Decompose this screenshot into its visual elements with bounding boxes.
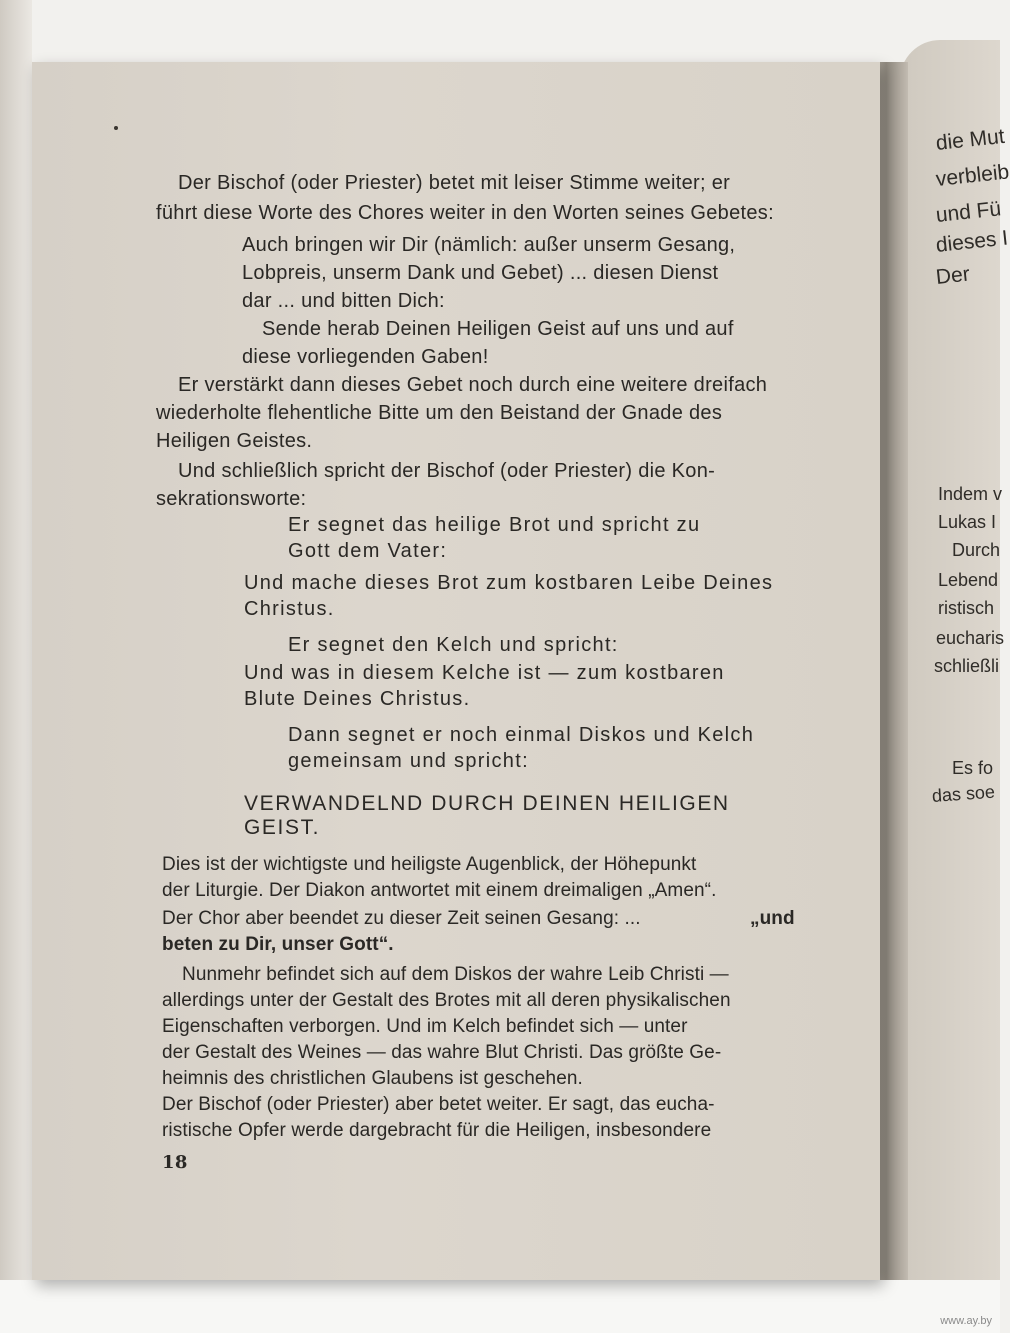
text-line: wiederholte flehentliche Bitte um den Beistand der Gnade des — [156, 402, 723, 424]
facing-line: das soe — [931, 781, 996, 806]
text-line: Er verstärkt dann dieses Gebet noch durch eine weitere dreifach — [178, 374, 768, 396]
text-line: Der Bischof (oder Priester) aber betet weiter. Er sagt, das eucha- — [162, 1094, 715, 1115]
facing-line: Lebend — [938, 570, 999, 590]
text-line: Und schließlich spricht der Bischof (oder Priester) die Kon- — [178, 460, 716, 482]
background-left — [0, 0, 32, 1333]
facing-line: Durch — [952, 540, 1001, 560]
text-line: Der Chor aber beendet zu dieser Zeit seinen Gesang: ... — [162, 908, 641, 929]
text-line: diese vorliegenden Gaben! — [242, 346, 489, 368]
watermark: www.ay.by — [940, 1315, 992, 1327]
text-line: führt diese Worte des Chores weiter in den Worten seines Gebetes: — [156, 202, 774, 224]
facing-line: Lukas I — [938, 512, 997, 532]
text-line: Eigenschaften verborgen. Und im Kelch befindet sich — unter — [162, 1016, 688, 1037]
text-line: GEIST. — [244, 816, 321, 839]
page-text — [32, 62, 880, 1280]
text-line: gemeinsam und spricht: — [288, 750, 529, 772]
book-page — [32, 62, 880, 1280]
text-line: Sende herab Deinen Heiligen Geist auf uns und auf — [262, 318, 734, 340]
text-line: der Liturgie. Der Diakon antwortet mit einem dreimaligen „Amen“. — [162, 880, 717, 901]
text-line: heimnis des christlichen Glaubens ist geschehen. — [162, 1068, 583, 1089]
text-line-bold: beten zu Dir, unser Gott“. — [162, 934, 394, 955]
facing-line: schließli — [934, 656, 1000, 676]
text-line: Auch bringen wir Dir (nämlich: außer unserm Gesang, — [242, 234, 736, 256]
facing-line: Es fo — [952, 758, 994, 778]
text-line: ristische Opfer werde dargebracht für die Heiligen, insbesondere — [162, 1120, 712, 1141]
facing-line: und Fü — [934, 197, 1003, 227]
text-line: Dann segnet er noch einmal Diskos und Kelch — [288, 724, 755, 746]
text-line: Er segnet den Kelch und spricht: — [288, 634, 619, 656]
text-line: Heiligen Geistes. — [156, 430, 313, 452]
text-line: Dies ist der wichtigste und heiligste Augenblick, der Höhepunkt — [162, 854, 697, 875]
facing-line: ristisch — [938, 598, 995, 618]
text-line-bold: „und — [750, 908, 795, 929]
text-line: Nunmehr befindet sich auf dem Diskos der wahre Leib Christi — — [182, 964, 729, 985]
text-line: allerdings unter der Gestalt des Brotes mit all deren physikalischen — [162, 990, 731, 1011]
facing-line: eucharis — [936, 628, 1005, 648]
text-line: Gott dem Vater: — [288, 540, 448, 562]
facing-line: dieses I — [934, 226, 1010, 257]
text-line: Lobpreis, unserm Dank und Gebet) ... diesen Dienst — [242, 262, 719, 284]
text-line: Blute Deines Christus. — [244, 688, 471, 710]
text-line: Er segnet das heilige Brot und spricht zu — [288, 514, 701, 536]
text-line: Und was in diesem Kelche ist — zum kostbaren — [244, 662, 725, 684]
page-number: 18 — [162, 1152, 188, 1173]
facing-line: verbleib — [934, 160, 1010, 191]
text-line: sekrationsworte: — [156, 488, 307, 510]
background-surface — [0, 1280, 1000, 1333]
facing-line: die Mut — [934, 124, 1006, 155]
facing-page — [900, 40, 1010, 1280]
text-line: Der Bischof (oder Priester) betet mit leiser Stimme weiter; er — [178, 172, 731, 194]
text-line: VERWANDELND DURCH DEINEN HEILIGEN — [244, 792, 730, 815]
text-line: dar ... und bitten Dich: — [242, 290, 445, 312]
text-line: Und mache dieses Brot zum kostbaren Leibe Deines — [244, 572, 774, 594]
text-line: der Gestalt des Weines — das wahre Blut Christi. Das größte Ge- — [162, 1042, 722, 1063]
text-line: Christus. — [244, 598, 335, 620]
facing-line: Der — [934, 262, 971, 289]
facing-line: Indem v — [938, 484, 1003, 504]
